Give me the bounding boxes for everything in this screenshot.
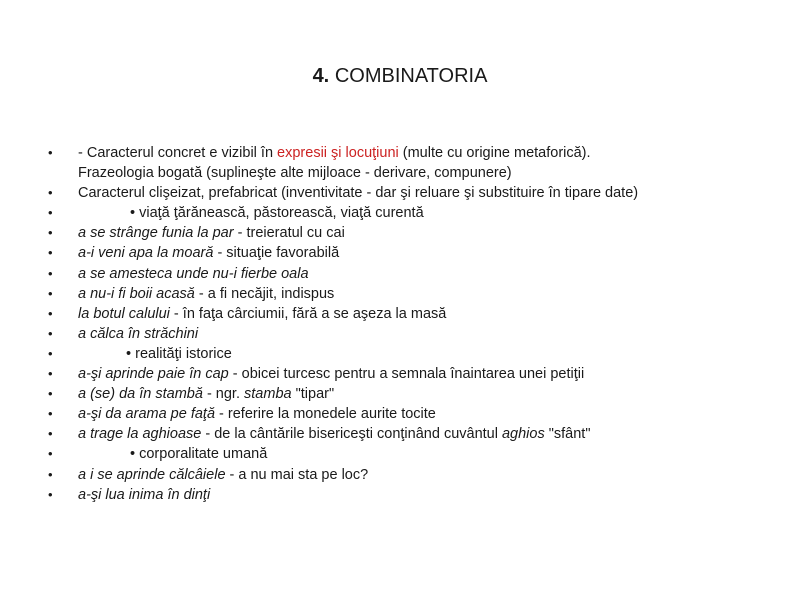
- expression: a trage la aghioase: [78, 426, 202, 443]
- category-heading: • corporalitate umană: [130, 446, 268, 463]
- bullet-icon: •: [48, 305, 53, 321]
- expression: a-şi da arama pe faţă: [78, 406, 216, 423]
- bullet-icon: •: [48, 325, 53, 341]
- sub-bullet-icon: •: [130, 205, 136, 222]
- expression: a-i veni apa la moară: [78, 245, 214, 262]
- bullet-icon: •: [48, 265, 53, 281]
- expression: la botul calului: [78, 305, 170, 322]
- slide-title: [0, 64, 800, 88]
- expression: a-şi aprinde paie în cap: [78, 366, 229, 383]
- bullet-icon: •: [48, 486, 53, 502]
- expression: a-şi lua inima în dinţi: [78, 486, 211, 503]
- gloss: "tipar": [291, 386, 335, 403]
- list-item: [48, 324, 768, 344]
- bullet-icon: •: [48, 366, 53, 382]
- bullet-icon: •: [48, 466, 53, 482]
- highlight-text: expresii şi locuţiuni: [277, 145, 399, 161]
- list-item: [48, 223, 768, 243]
- list-item: [48, 143, 768, 183]
- list-item: [48, 485, 768, 505]
- bullet-icon: •: [48, 185, 53, 201]
- explanation: - în faţa cârciumii, fără a se aşeza la masă: [169, 305, 447, 322]
- bullet-icon: •: [48, 345, 53, 361]
- bullet-icon: •: [48, 145, 53, 160]
- list-item: [48, 404, 768, 424]
- term: aghios: [501, 426, 545, 443]
- bullet-list: [48, 143, 768, 505]
- gloss: "sfânt": [544, 426, 591, 443]
- explanation: - a nu mai sta pe loc?: [225, 466, 369, 483]
- list-item: [48, 304, 768, 324]
- sub-bullet-icon: •: [126, 345, 132, 362]
- bullet-icon: •: [48, 285, 53, 301]
- title-text: COMBINATORIA: [334, 65, 488, 87]
- bullet-icon: •: [48, 386, 53, 402]
- expression: a se amesteca unde nu-i fierbe oala: [78, 265, 309, 282]
- list-item: [48, 243, 768, 263]
- list-item: [48, 384, 768, 404]
- explanation: - a fi necăjit, indispus: [194, 285, 335, 302]
- explanation: - de la cântările bisericeşti conţinând cuvântul: [201, 426, 502, 443]
- bullet-icon: •: [48, 205, 53, 221]
- expression: a se strânge funia la par: [78, 225, 234, 242]
- term: stamba: [244, 386, 292, 403]
- explanation: - ngr.: [202, 386, 245, 403]
- category-heading: • viaţă ţărănească, păstorească, viaţă curentă: [130, 205, 424, 222]
- list-item-category: [48, 444, 768, 464]
- bullet-icon: •: [48, 426, 53, 442]
- list-item: [48, 364, 768, 384]
- explanation: - obicei turcesc pentru a semnala înaintarea unei petiţii: [228, 366, 585, 383]
- expression: a i se aprinde călcâiele: [78, 466, 226, 483]
- expression: a călca în străchini: [78, 325, 199, 342]
- item-line: - Caracterul concret e vizibil în expresii şi locuţiuni (multe cu origine metaforică).: [78, 145, 591, 161]
- list-item: [48, 424, 768, 444]
- item-text: Caracterul clişeizat, prefabricat (inventivitate - dar şi reluare şi substituire în tipare date): [78, 185, 639, 202]
- list-item-category: [48, 203, 768, 223]
- list-item: [48, 284, 768, 304]
- list-item: [48, 183, 768, 203]
- list-item: [48, 465, 768, 485]
- bullet-icon: •: [48, 245, 53, 261]
- list-item: [48, 264, 768, 284]
- list-item-category: [48, 344, 768, 364]
- explanation: - treieratul cu cai: [233, 225, 345, 242]
- explanation: - referire la monedele aurite tocite: [215, 406, 436, 423]
- title-number: 4.: [312, 65, 330, 87]
- explanation: - situaţie favorabilă: [213, 245, 340, 262]
- item-line-2: Frazeologia bogată (suplineşte alte mijloace - derivare, compunere): [78, 165, 512, 182]
- bullet-icon: •: [48, 225, 53, 241]
- bullet-icon: •: [48, 446, 53, 462]
- category-heading: • realităţi istorice: [126, 345, 232, 362]
- expression: a nu-i fi boii acasă: [78, 285, 195, 302]
- expression: a (se) da în stambă: [78, 386, 203, 403]
- sub-bullet-icon: •: [130, 446, 136, 463]
- bullet-icon: •: [48, 406, 53, 422]
